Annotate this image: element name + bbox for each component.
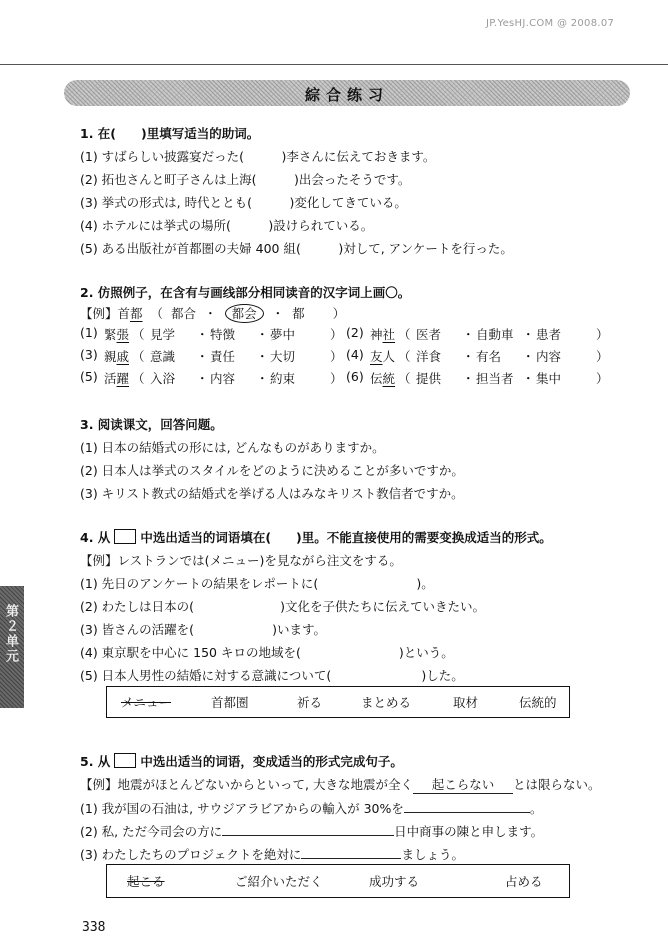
- q2-item-separator: ・: [196, 327, 209, 342]
- q2-item-option: 内容: [210, 371, 236, 386]
- q2-item-option: 患者: [536, 327, 562, 342]
- q2-item-option: 入浴: [150, 371, 176, 386]
- q2-item-word: 友人: [370, 349, 396, 364]
- q1-item: (3) 挙式の形式は, 時代ととも( )変化してきている。: [80, 195, 407, 210]
- q2-item-paren-open: （: [398, 349, 411, 364]
- q2-item-paren-close: ）: [330, 327, 343, 342]
- word-choice-crossed: 起こる: [127, 874, 165, 889]
- q2-item-option: 特徴: [210, 327, 236, 342]
- q2-example-close: ）: [332, 306, 346, 321]
- word-choice: 伝統的: [519, 695, 557, 710]
- q4-item: (4) 東京駅を中心に 150 キロの地域を( )という。: [80, 645, 454, 660]
- q3-item: (1) 日本の結婚式の形には, どんなものがありますか。: [80, 440, 385, 455]
- q2-item-option: 自動車: [476, 327, 514, 342]
- q2-item-separator: ・: [522, 371, 535, 386]
- q2-item-option: 集中: [536, 371, 562, 386]
- q5-example: 【例】地震がほとんどないからといって, 大きな地震が全く 起こらない とは限らない。: [80, 777, 601, 792]
- q2-item-separator: ・: [256, 371, 269, 386]
- q2-item-option: 担当者: [476, 371, 514, 386]
- q2-item-option: 内容: [536, 349, 562, 364]
- q2-item-option: 有名: [476, 349, 502, 364]
- q2-item-paren-close: ）: [596, 371, 609, 386]
- q1-item: (2) 拓也さんと町子さんは上海( )出会ったそうです。: [80, 172, 411, 187]
- word-choice: 首都圏: [211, 695, 249, 710]
- q2-item-option: 見学: [150, 327, 176, 342]
- q4-item: (5) 日本人男性の結婚に対する意識について( )した。: [80, 668, 464, 683]
- q4-word-box: [106, 686, 570, 718]
- q1-item: (4) ホテルには挙式の場所( )設けられている。: [80, 218, 374, 233]
- banner-title: 綜合练习: [304, 86, 389, 104]
- q2-item-number: (5): [80, 369, 98, 384]
- q5-title: [80, 752, 403, 770]
- q2-item-separator: ・: [522, 349, 535, 364]
- q2-item-separator: ・: [522, 327, 535, 342]
- q2-item-option: 医者: [416, 327, 442, 342]
- q2-item-option: 提供: [416, 371, 442, 386]
- q2-example-open: （: [150, 306, 164, 321]
- q2-item-number: (4): [346, 347, 364, 362]
- q5-word-box: [106, 864, 570, 898]
- q2-item-word: 神社: [370, 327, 396, 342]
- q5-item: (2) 私, ただ今司会の方に 日中商事の陳と申します。: [80, 821, 543, 840]
- q1-title: 1. 在( )里填写适当的助词。: [80, 126, 260, 141]
- answer-box-icon: [114, 753, 136, 768]
- site-watermark: JP.YesHJ.COM @ 2008.07: [486, 18, 615, 29]
- q2-item-word: 緊張: [104, 327, 130, 342]
- word-choice-crossed: メニュー: [121, 695, 172, 710]
- q2-item-word: 親戚: [104, 349, 130, 364]
- q5-item: (1) 我が国の石油は, サウジアラビアからの輸入が 30%を 。: [80, 798, 542, 817]
- q2-example-option: 都合: [171, 306, 197, 321]
- q1-item: (5) ある出版社が首都圏の夫婦 400 組( )対して, アンケートを行った。: [80, 241, 513, 256]
- q4-item: (1) 先日のアンケートの結果をレポートに( )。: [80, 576, 434, 591]
- q2-item-word: 活躍: [104, 371, 130, 386]
- q1-item: (1) すばらしい披露宴だった( )李さんに伝えておきます。: [80, 149, 436, 164]
- q2-item-option: 約束: [270, 371, 296, 386]
- q5-title-pre: 5. 从: [80, 754, 111, 769]
- q2-item-number: (3): [80, 347, 98, 362]
- q5-item: (3) わたしたちのプロジェクトを絶対に ましょう。: [80, 844, 464, 863]
- q4-title-pre: 4. 从: [80, 530, 111, 545]
- q2-item-separator: ・: [462, 371, 475, 386]
- q4-example: 【例】レストランでは(メニュー)を見ながら注文をする。: [80, 553, 402, 568]
- q2-item-word: 伝統: [370, 371, 396, 386]
- q2-example: 【例】首 都 （ 都合 ・ 都会 ・ 都 ）: [80, 306, 346, 321]
- word-choice: ご紹介いただく: [235, 874, 323, 889]
- q4-title-post: 中选出适当的词语填在( )里。不能直接使用的需要变换成适当的形式。: [140, 530, 552, 545]
- word-choice: 成功する: [369, 874, 420, 889]
- q3-item: (2) 日本人は挙式のスタイルをどのように決めることが多いですか。: [80, 463, 464, 478]
- q2-item-paren-open: （: [398, 327, 411, 342]
- section-banner: [64, 80, 630, 106]
- q2-item-paren-open: （: [132, 349, 145, 364]
- q2-item-paren-open: （: [132, 371, 145, 386]
- q2-item-separator: ・: [256, 349, 269, 364]
- header-rule: [0, 64, 668, 65]
- q2-item-paren-open: （: [398, 371, 411, 386]
- q2-item-separator: ・: [462, 349, 475, 364]
- q4-title: [80, 528, 552, 546]
- q2-item-separator: ・: [462, 327, 475, 342]
- unit-side-tab-label: 第２单元: [3, 604, 18, 664]
- q2-item-separator: ・: [256, 327, 269, 342]
- q2-item-option: 責任: [210, 349, 236, 364]
- unit-side-tab: [0, 586, 24, 708]
- q5-title-post: 中选出适当的词语，变成适当的形式完成句子。: [140, 754, 403, 769]
- q2-item-option: 意識: [150, 349, 176, 364]
- q2-item-separator: ・: [196, 371, 209, 386]
- q2-item-paren-close: ）: [596, 327, 609, 342]
- word-choice: まとめる: [361, 695, 412, 710]
- word-choice: 取材: [453, 695, 479, 710]
- q2-item-option: 夢中: [270, 327, 296, 342]
- q2-item-option: 大切: [270, 349, 296, 364]
- q2-example-option: 都: [292, 306, 305, 321]
- q2-item-paren-close: ）: [596, 349, 609, 364]
- answer-blank[interactable]: [404, 798, 530, 813]
- q2-example-underlined: 都: [130, 306, 143, 321]
- q2-item-separator: ・: [196, 349, 209, 364]
- q5-example-answer: 起こらない: [413, 775, 513, 794]
- q4-item: (3) 皆さんの活躍を( )います。: [80, 622, 326, 637]
- word-choice: 占める: [505, 874, 543, 889]
- word-choice: 祈る: [297, 695, 323, 710]
- q2-item-number: (6): [346, 369, 364, 384]
- q4-item: (2) わたしは日本の( )文化を子供たちに伝えていきたい。: [80, 599, 485, 614]
- q2-item-paren-close: ）: [330, 371, 343, 386]
- q2-example-circled-option: 都会: [225, 304, 264, 323]
- q3-title: 3. 阅读课文，回答问题。: [80, 417, 223, 432]
- answer-box-icon: [114, 529, 136, 544]
- q2-title: 2. 仿照例子，在含有与画线部分相同读音的汉字词上画〇。: [80, 285, 411, 300]
- page-number: 338: [82, 920, 106, 935]
- answer-blank[interactable]: [301, 844, 401, 859]
- q3-item: (3) キリスト教式の結婚式を挙げる人はみなキリスト教信者ですか。: [80, 486, 464, 501]
- answer-blank[interactable]: [222, 821, 394, 836]
- q2-item-number: (1): [80, 325, 98, 340]
- q2-item-paren-close: ）: [330, 349, 343, 364]
- q2-item-number: (2): [346, 325, 364, 340]
- q2-item-paren-open: （: [132, 327, 145, 342]
- q2-example-label: 【例】首: [80, 306, 131, 321]
- q2-item-option: 洋食: [416, 349, 442, 364]
